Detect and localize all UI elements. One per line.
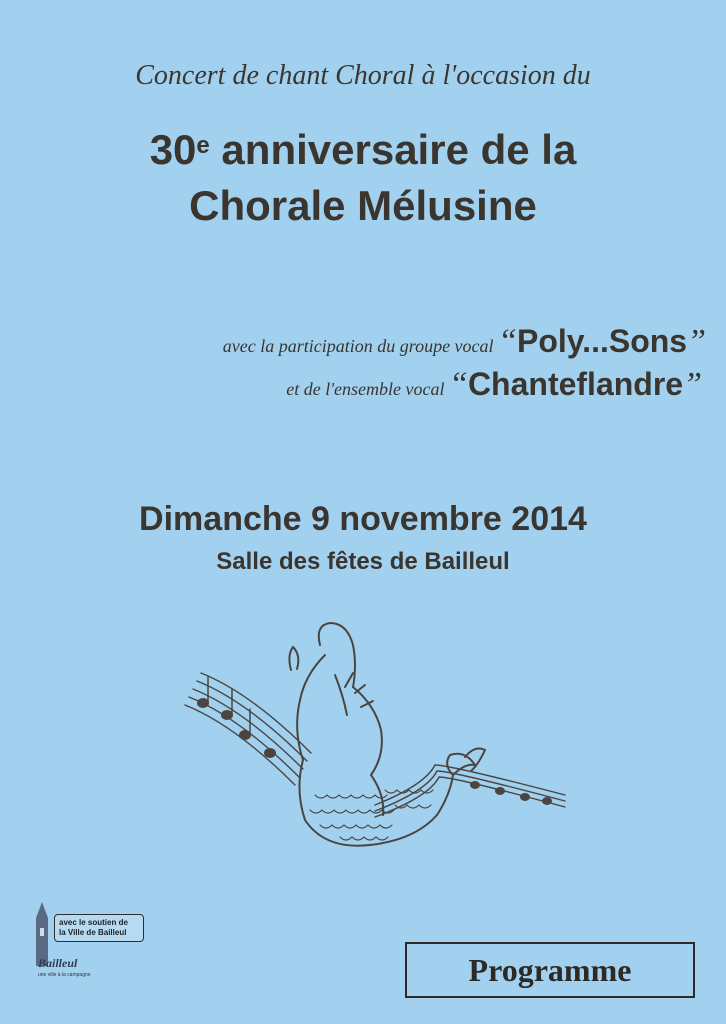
title-line-1-rest: anniversaire de la xyxy=(209,126,577,173)
music-staff-left xyxy=(185,673,311,785)
close-quote: ” xyxy=(683,366,702,403)
guest-name: Poly...Sons xyxy=(516,323,688,359)
close-quote: ” xyxy=(687,323,706,360)
title-line-1 xyxy=(0,122,726,178)
title-line-2: Chorale Mélusine xyxy=(189,182,537,229)
page-title xyxy=(0,122,726,234)
sponsor-tagline: une ville à la campagne xyxy=(38,972,91,978)
sponsor-text-line-1: avec le soutien de xyxy=(59,918,128,927)
intro-line: Concert de chant Choral à l'occasion du xyxy=(135,60,591,91)
ordinal-suffix: e xyxy=(196,132,210,159)
guest-label: et de l'ensemble vocal xyxy=(286,379,450,399)
guest-line-1 xyxy=(223,323,706,361)
program-label: Programme xyxy=(468,951,632,988)
anniversary-number: 30 xyxy=(149,126,197,173)
sponsor-badge xyxy=(54,914,144,942)
event-date: Dimanche 9 novembre 2014 xyxy=(139,500,587,538)
open-quote: “ xyxy=(449,366,468,403)
guest-line-2 xyxy=(286,366,702,404)
program-label-box xyxy=(405,942,695,998)
guest-name: Chanteflandre xyxy=(467,366,684,402)
mermaid-with-music-notes-icon xyxy=(175,615,575,925)
event-venue: Salle des fêtes de Bailleul xyxy=(216,548,510,575)
guest-label: avec la participation du groupe vocal xyxy=(222,336,499,356)
music-staff-right xyxy=(375,765,565,817)
open-quote: “ xyxy=(498,323,517,360)
sponsor-block xyxy=(30,898,148,990)
sponsor-text-line-2: la Ville de Bailleul xyxy=(59,928,127,937)
sponsor-logo-text: Bailleul xyxy=(38,956,78,970)
